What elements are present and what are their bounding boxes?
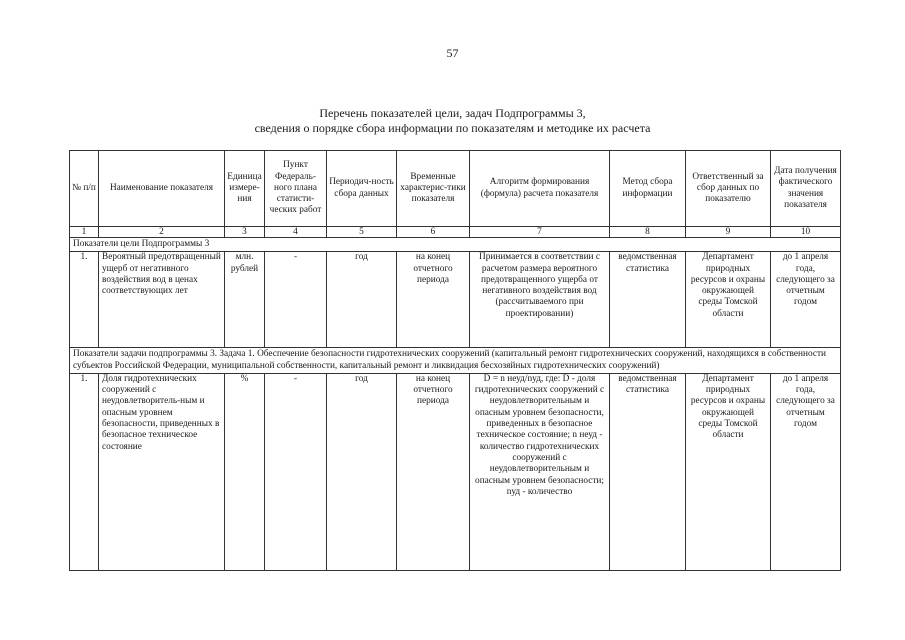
cell-unit — [225, 373, 265, 570]
column-number: 8 — [610, 227, 686, 238]
cell-name — [99, 373, 225, 570]
title-line-1: Перечень показателей цели, задач Подпрограммы 3, — [319, 106, 586, 120]
cell-time-text: на конец отчетного периода — [413, 373, 453, 407]
column-number: 9 — [686, 227, 771, 238]
table-row — [70, 373, 841, 570]
cell-responsible: Департамент природных ресурсов и охраны окружающей среды Томской области — [686, 252, 771, 348]
column-number: 1 — [70, 227, 99, 238]
page-number: 57 — [446, 46, 459, 60]
column-number: 2 — [99, 227, 225, 238]
section-title-task: Показатели задачи подпрограммы 3. Задача 1. Обеспечение безопасности гидротехнических сооружений (капитальный ремонт гидротехнических сооружений, находящихся в собственности субъектов Российской Федерации, муниципальной собственности, капитальный ремонт и ликвидация бесхозяйных гидротехнических сооружений) — [70, 348, 841, 374]
header-cell-number: № п/п — [70, 151, 99, 227]
cell-responsible — [686, 373, 771, 570]
cell-unit-text: % — [240, 373, 249, 384]
header-cell-name: Наименование показателя — [99, 151, 225, 227]
section-header-row — [70, 238, 841, 252]
cell-number-text: 1. — [80, 373, 88, 384]
cell-name-text: Доля гидротехнических сооружений с неудовлетворитель-ным и опасным уровнем безопасности, приведенных в безопасное техническое состояние — [102, 373, 220, 452]
cell-time: на конец отчетного периода — [397, 252, 470, 348]
header-cell-plan-item: Пункт Федераль-ного плана статисти-ческих работ — [265, 151, 327, 227]
cell-periodicity-text: год — [355, 373, 368, 384]
cell-plan-item: - — [265, 252, 327, 348]
document-title — [0, 106, 905, 136]
cell-periodicity: год — [327, 252, 397, 348]
column-number: 7 — [470, 227, 610, 238]
column-number: 10 — [771, 227, 841, 238]
cell-date-text: до 1 апреля года, следующего за отчетным годом — [776, 373, 835, 430]
cell-periodicity — [327, 373, 397, 570]
cell-date — [771, 373, 841, 570]
cell-time — [397, 373, 470, 570]
header-cell-responsible: Ответственный за сбор данных по показателю — [686, 151, 771, 227]
title-line-2: сведения о порядке сбора информации по показателям и методике их расчета — [254, 121, 651, 135]
cell-method: ведомственная статистика — [610, 252, 686, 348]
column-number: 3 — [225, 227, 265, 238]
section-header-row — [70, 348, 841, 374]
header-cell-periodicity: Периодич-ность сбора данных — [327, 151, 397, 227]
header-cell-algorithm: Алгоритм формирования (формула) расчета показателя — [470, 151, 610, 227]
header-cell-unit: Единица измере-ния — [225, 151, 265, 227]
column-number: 5 — [327, 227, 397, 238]
cell-name: Вероятный предотвращенный ущерб от негативного воздействия вод в ценах соответствующих лет — [99, 252, 225, 348]
indicators-table — [69, 150, 841, 571]
header-cell-method: Метод сбора информации — [610, 151, 686, 227]
table-row — [70, 252, 841, 348]
header-row — [70, 151, 841, 227]
header-cell-date: Дата получения фактического значения показателя — [771, 151, 841, 227]
cell-responsible-text: Департамент природных ресурсов и охраны окружающей среды Томской области — [690, 373, 766, 441]
cell-algorithm — [470, 373, 610, 570]
cell-method — [610, 373, 686, 570]
section-title-goal: Показатели цели Подпрограммы 3 — [70, 238, 841, 252]
cell-algorithm: Принимается в соответствии с расчетом размера вероятного предотвращенного ущерба от негативного воздействия вод (рассчитываемого при проектировании) — [470, 252, 610, 348]
column-numbers-row — [70, 227, 841, 238]
cell-number: 1. — [70, 252, 99, 348]
cell-plan-item — [265, 373, 327, 570]
cell-unit: млн. рублей — [225, 252, 265, 348]
cell-method-text: ведомственная статистика — [618, 373, 677, 396]
cell-plan-item-text: - — [293, 373, 298, 384]
column-number: 6 — [397, 227, 470, 238]
cell-number — [70, 373, 99, 570]
header-cell-time: Временные характерис-тики показателя — [397, 151, 470, 227]
cell-algorithm-text: D = n неуд/nуд, где: D - доля гидротехнических сооружений с неудовлетворительным и опасным уровнем безопасности, приведенных в безопасное техническое состояние; n неуд - количество гидротехнических сооружений с неудовлетворительным и опасным уровнем безопасности; nуд - количество — [474, 373, 605, 497]
column-number: 4 — [265, 227, 327, 238]
cell-date: до 1 апреля года, следующего за отчетным годом — [771, 252, 841, 348]
